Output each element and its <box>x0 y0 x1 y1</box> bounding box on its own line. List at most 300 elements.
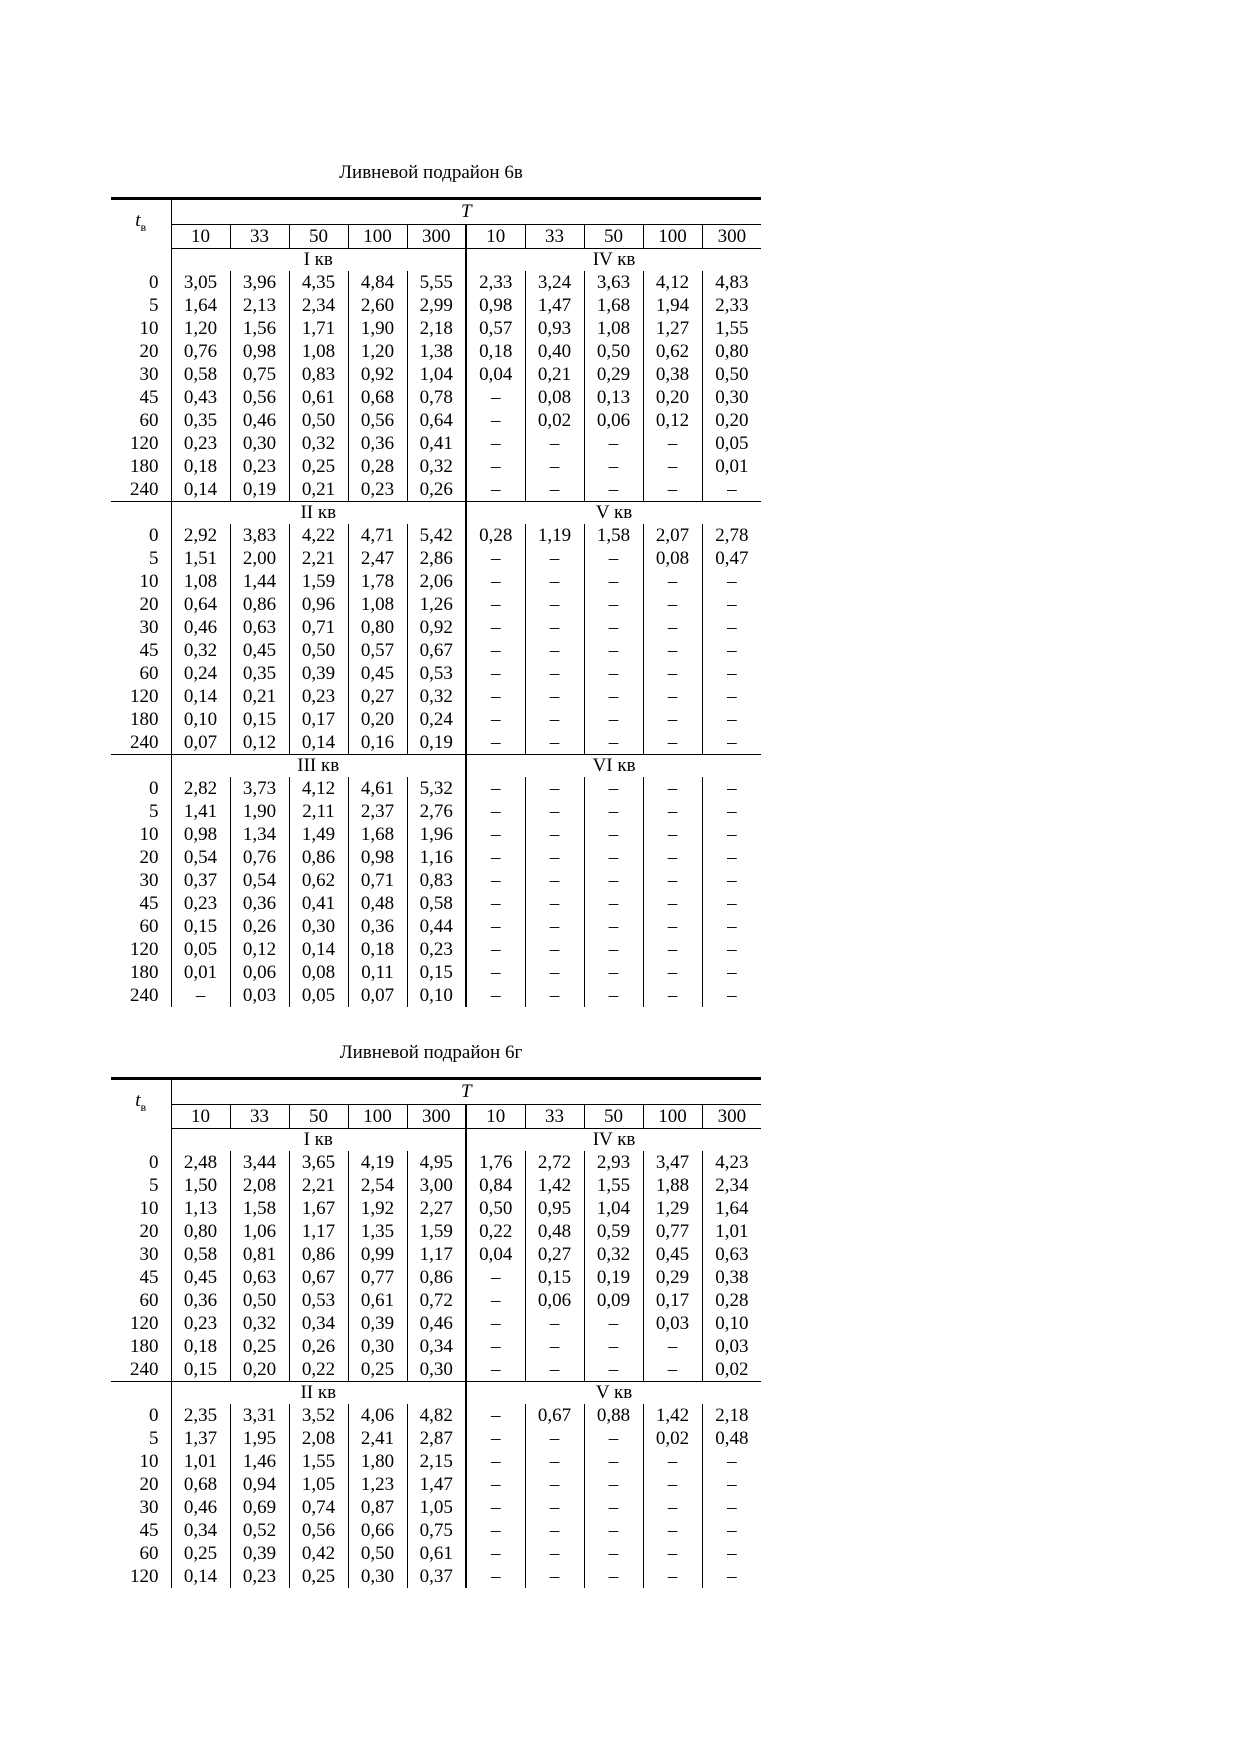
value-cell: 1,26 <box>407 593 466 616</box>
value-cell: 1,42 <box>643 1404 702 1427</box>
value-cell: 1,06 <box>230 1220 289 1243</box>
value-cell: – <box>643 478 702 502</box>
value-cell: 0,21 <box>289 478 348 502</box>
value-cell: 2,47 <box>348 547 407 570</box>
quarter-section-row <box>111 249 761 272</box>
value-cell: 2,86 <box>407 547 466 570</box>
value-cell: 0,28 <box>702 1289 761 1312</box>
value-cell: 0,03 <box>643 1312 702 1335</box>
value-cell: – <box>466 685 525 708</box>
value-cell: – <box>525 777 584 800</box>
value-cell: 0,17 <box>289 708 348 731</box>
value-cell: 0,10 <box>407 984 466 1007</box>
value-cell: 1,90 <box>230 800 289 823</box>
quarter-label-right: IV кв <box>466 1129 761 1152</box>
value-cell: 0,10 <box>702 1312 761 1335</box>
value-cell: 1,46 <box>230 1450 289 1473</box>
value-cell: 0,44 <box>407 915 466 938</box>
value-cell: 0,46 <box>171 1496 230 1519</box>
value-cell: 0,10 <box>171 708 230 731</box>
value-cell: 0,29 <box>643 1266 702 1289</box>
value-cell: 0,22 <box>289 1358 348 1382</box>
quarter-label-left: II кв <box>171 502 466 525</box>
duration-cell: 180 <box>130 708 159 730</box>
value-cell: 0,23 <box>171 1312 230 1335</box>
value-cell: 0,07 <box>171 731 230 755</box>
value-cell: 1,55 <box>289 1450 348 1473</box>
period-header-cell: 33 <box>230 1105 289 1129</box>
duration-cell: 240 <box>130 478 159 500</box>
value-cell: 1,78 <box>348 570 407 593</box>
value-cell: 0,63 <box>230 1266 289 1289</box>
value-cell: – <box>584 1496 643 1519</box>
duration-cell: 5 <box>149 1427 159 1449</box>
duration-cell: 45 <box>139 639 159 661</box>
value-cell: – <box>525 846 584 869</box>
duration-cell: 120 <box>130 938 159 960</box>
value-cell: 0,56 <box>230 386 289 409</box>
value-cell: 0,18 <box>171 1335 230 1358</box>
value-cell: – <box>643 869 702 892</box>
value-cell: 0,83 <box>407 869 466 892</box>
value-cell: 1,47 <box>407 1473 466 1496</box>
duration-cell: 0 <box>149 1151 159 1173</box>
duration-cell: 10 <box>139 1450 159 1472</box>
duration-cell: 20 <box>139 340 159 362</box>
period-header-cell: 300 <box>702 1105 761 1129</box>
column-group-header-T: T <box>171 199 761 225</box>
value-cell: – <box>643 961 702 984</box>
value-cell: – <box>584 938 643 961</box>
value-cell: 0,52 <box>230 1519 289 1542</box>
duration-cell: 240 <box>130 731 159 753</box>
value-cell: – <box>466 961 525 984</box>
value-cell: 4,95 <box>407 1151 466 1174</box>
value-cell: 0,57 <box>466 317 525 340</box>
value-cell: 5,42 <box>407 524 466 547</box>
value-cell: – <box>643 846 702 869</box>
value-cell: 0,25 <box>289 1565 348 1588</box>
value-cell: 0,94 <box>230 1473 289 1496</box>
value-cell: 1,92 <box>348 1197 407 1220</box>
duration-cell: 5 <box>149 800 159 822</box>
value-cell: 1,17 <box>407 1243 466 1266</box>
value-cell: – <box>525 1335 584 1358</box>
value-cell: 0,23 <box>348 478 407 502</box>
table-row <box>111 915 761 938</box>
value-cell: 1,27 <box>643 317 702 340</box>
table-row <box>111 340 761 363</box>
value-cell: 0,14 <box>171 1565 230 1588</box>
value-cell: 1,01 <box>702 1220 761 1243</box>
value-cell: – <box>702 869 761 892</box>
value-cell: 0,41 <box>289 892 348 915</box>
value-cell: 0,30 <box>407 1358 466 1382</box>
duration-cell: 120 <box>130 685 159 707</box>
duration-cell: 60 <box>139 1542 159 1564</box>
value-cell: 0,74 <box>289 1496 348 1519</box>
header-row <box>111 199 761 225</box>
row-header-symbol: t <box>135 210 141 232</box>
value-cell: – <box>702 570 761 593</box>
value-cell: 2,35 <box>171 1404 230 1427</box>
section-blank <box>111 502 171 525</box>
value-cell: – <box>525 685 584 708</box>
value-cell: 0,18 <box>348 938 407 961</box>
value-cell: – <box>702 938 761 961</box>
value-cell: 0,50 <box>584 340 643 363</box>
value-cell: 4,22 <box>289 524 348 547</box>
table-row <box>111 455 761 478</box>
table-row <box>111 294 761 317</box>
value-cell: 1,08 <box>348 593 407 616</box>
value-cell: – <box>584 639 643 662</box>
value-cell: – <box>643 708 702 731</box>
quarter-section-row <box>111 1129 761 1152</box>
quarter-label-right: V кв <box>466 502 761 525</box>
quarter-section-row <box>111 755 761 778</box>
value-cell: – <box>584 708 643 731</box>
table-row <box>111 639 761 662</box>
value-cell: 0,99 <box>348 1243 407 1266</box>
value-cell: – <box>525 1450 584 1473</box>
value-cell: – <box>702 639 761 662</box>
value-cell: 0,59 <box>584 1220 643 1243</box>
value-cell: – <box>584 984 643 1007</box>
value-cell: 0,32 <box>171 639 230 662</box>
value-cell: 2,78 <box>702 524 761 547</box>
table-row <box>111 731 761 755</box>
value-cell: 1,68 <box>584 294 643 317</box>
value-cell: – <box>466 1289 525 1312</box>
period-header-cell: 100 <box>643 1105 702 1129</box>
value-cell: 0,98 <box>348 846 407 869</box>
duration-cell: 0 <box>149 1404 159 1426</box>
table-row <box>111 1243 761 1266</box>
value-cell: – <box>584 915 643 938</box>
value-cell: 1,47 <box>525 294 584 317</box>
table-row <box>111 409 761 432</box>
value-cell: 1,08 <box>289 340 348 363</box>
value-cell: 0,34 <box>289 1312 348 1335</box>
value-cell: 0,30 <box>230 432 289 455</box>
value-cell: 1,23 <box>348 1473 407 1496</box>
value-cell: – <box>643 455 702 478</box>
quarter-section-row <box>111 1382 761 1405</box>
value-cell: – <box>584 593 643 616</box>
value-cell: 0,08 <box>525 386 584 409</box>
value-cell: – <box>643 1565 702 1588</box>
period-header-cell: 300 <box>407 1105 466 1129</box>
duration-cell: 120 <box>130 432 159 454</box>
duration-cell: 60 <box>139 409 159 431</box>
value-cell: – <box>643 1450 702 1473</box>
value-cell: – <box>584 1565 643 1588</box>
value-cell: 0,57 <box>348 639 407 662</box>
rainfall-table-6g <box>111 1077 761 1588</box>
value-cell: – <box>702 685 761 708</box>
value-cell: 0,93 <box>525 317 584 340</box>
value-cell: – <box>702 616 761 639</box>
value-cell: 3,65 <box>289 1151 348 1174</box>
period-header-cell: 50 <box>584 225 643 249</box>
value-cell: – <box>584 1450 643 1473</box>
value-cell: – <box>525 1519 584 1542</box>
value-cell: – <box>525 1427 584 1450</box>
value-cell: 0,71 <box>348 869 407 892</box>
value-cell: 0,35 <box>171 409 230 432</box>
duration-cell: 10 <box>139 570 159 592</box>
value-cell: 0,28 <box>348 455 407 478</box>
value-cell: – <box>702 846 761 869</box>
table-row <box>111 1151 761 1174</box>
table-row <box>111 363 761 386</box>
value-cell: 2,54 <box>348 1174 407 1197</box>
value-cell: – <box>525 616 584 639</box>
value-cell: – <box>643 823 702 846</box>
value-cell: 0,27 <box>525 1243 584 1266</box>
value-cell: 0,23 <box>230 455 289 478</box>
value-cell: – <box>702 1565 761 1588</box>
value-cell: 2,99 <box>407 294 466 317</box>
duration-cell: 180 <box>130 1335 159 1357</box>
value-cell: 0,01 <box>702 455 761 478</box>
value-cell: 0,25 <box>171 1542 230 1565</box>
value-cell: 0,06 <box>230 961 289 984</box>
value-cell: 1,04 <box>407 363 466 386</box>
value-cell: – <box>466 1519 525 1542</box>
period-header-row <box>111 1105 761 1129</box>
value-cell: 2,08 <box>230 1174 289 1197</box>
value-cell: 0,19 <box>407 731 466 755</box>
value-cell: – <box>643 639 702 662</box>
value-cell: – <box>584 1358 643 1382</box>
value-cell: 5,55 <box>407 271 466 294</box>
value-cell: 0,37 <box>171 869 230 892</box>
value-cell: – <box>584 1519 643 1542</box>
value-cell: 0,48 <box>348 892 407 915</box>
value-cell: – <box>466 639 525 662</box>
value-cell: – <box>643 938 702 961</box>
value-cell: – <box>702 961 761 984</box>
row-header-subscript: в <box>140 1100 147 1115</box>
value-cell: 0,45 <box>643 1243 702 1266</box>
value-cell: – <box>584 662 643 685</box>
value-cell: – <box>466 984 525 1007</box>
value-cell: 4,71 <box>348 524 407 547</box>
table-title-6v: Ливневой подрайон 6в <box>339 162 523 183</box>
value-cell: 0,64 <box>407 409 466 432</box>
table-row <box>111 984 761 1007</box>
value-cell: – <box>584 892 643 915</box>
table-row <box>111 961 761 984</box>
duration-cell: 0 <box>149 524 159 546</box>
value-cell: 0,37 <box>407 1565 466 1588</box>
period-header-cell: 33 <box>230 225 289 249</box>
value-cell: 1,17 <box>289 1220 348 1243</box>
value-cell: 0,75 <box>230 363 289 386</box>
quarter-label-left: II кв <box>171 1382 466 1405</box>
value-cell: 0,20 <box>643 386 702 409</box>
value-cell: – <box>525 708 584 731</box>
value-cell: 0,87 <box>348 1496 407 1519</box>
value-cell: 0,18 <box>466 340 525 363</box>
value-cell: 0,25 <box>348 1358 407 1382</box>
value-cell: 0,78 <box>407 386 466 409</box>
value-cell: 0,46 <box>171 616 230 639</box>
duration-cell: 45 <box>139 1519 159 1541</box>
value-cell: 0,03 <box>702 1335 761 1358</box>
value-cell: – <box>584 1312 643 1335</box>
value-cell: – <box>643 777 702 800</box>
table-row <box>111 1335 761 1358</box>
value-cell: 1,55 <box>702 317 761 340</box>
period-header-cell: 50 <box>584 1105 643 1129</box>
table-row <box>111 1220 761 1243</box>
value-cell: – <box>466 1542 525 1565</box>
value-cell: – <box>643 1496 702 1519</box>
value-cell: – <box>466 1450 525 1473</box>
value-cell: – <box>584 1335 643 1358</box>
value-cell: 0,47 <box>702 547 761 570</box>
value-cell: – <box>525 869 584 892</box>
value-cell: 2,41 <box>348 1427 407 1450</box>
value-cell: 0,68 <box>171 1473 230 1496</box>
value-cell: 0,45 <box>171 1266 230 1289</box>
value-cell: 0,53 <box>289 1289 348 1312</box>
table-row <box>111 478 761 502</box>
period-header-cell: 33 <box>525 225 584 249</box>
value-cell: 1,50 <box>171 1174 230 1197</box>
period-header-cell: 300 <box>702 225 761 249</box>
value-cell: 1,58 <box>584 524 643 547</box>
value-cell: 0,24 <box>407 708 466 731</box>
table-row <box>111 1542 761 1565</box>
value-cell: – <box>643 593 702 616</box>
table-row <box>111 271 761 294</box>
value-cell: 1,05 <box>407 1496 466 1519</box>
value-cell: 0,24 <box>171 662 230 685</box>
value-cell: 1,20 <box>348 340 407 363</box>
value-cell: 0,23 <box>171 892 230 915</box>
value-cell: – <box>584 616 643 639</box>
value-cell: – <box>643 662 702 685</box>
value-cell: 0,13 <box>584 386 643 409</box>
value-cell: – <box>466 869 525 892</box>
period-header-cell: 50 <box>289 225 348 249</box>
quarter-label-right: IV кв <box>466 249 761 272</box>
table-row <box>111 432 761 455</box>
duration-cell: 20 <box>139 593 159 615</box>
value-cell: 0,71 <box>289 616 348 639</box>
value-cell: – <box>466 846 525 869</box>
duration-cell: 10 <box>139 823 159 845</box>
value-cell: – <box>466 478 525 502</box>
value-cell: 1,59 <box>407 1220 466 1243</box>
value-cell: 0,20 <box>230 1358 289 1382</box>
value-cell: – <box>466 455 525 478</box>
value-cell: – <box>466 1565 525 1588</box>
value-cell: 0,30 <box>702 386 761 409</box>
value-cell: 0,03 <box>230 984 289 1007</box>
value-cell: – <box>643 915 702 938</box>
value-cell: 0,02 <box>702 1358 761 1382</box>
duration-cell: 60 <box>139 1289 159 1311</box>
table-row <box>111 616 761 639</box>
value-cell: 0,80 <box>702 340 761 363</box>
value-cell: 0,67 <box>289 1266 348 1289</box>
value-cell: – <box>643 616 702 639</box>
value-cell: 0,28 <box>466 524 525 547</box>
value-cell: 0,08 <box>289 961 348 984</box>
value-cell: 1,42 <box>525 1174 584 1197</box>
value-cell: – <box>643 1519 702 1542</box>
table-row <box>111 823 761 846</box>
table-row <box>111 547 761 570</box>
value-cell: – <box>702 478 761 502</box>
duration-cell: 240 <box>130 1358 159 1380</box>
duration-cell: 240 <box>130 984 159 1006</box>
value-cell: 0,19 <box>584 1266 643 1289</box>
value-cell: 2,92 <box>171 524 230 547</box>
value-cell: 0,21 <box>525 363 584 386</box>
value-cell: 0,56 <box>289 1519 348 1542</box>
value-cell: 0,43 <box>171 386 230 409</box>
value-cell: 1,67 <box>289 1197 348 1220</box>
value-cell: 0,95 <box>525 1197 584 1220</box>
value-cell: – <box>525 938 584 961</box>
value-cell: – <box>702 1542 761 1565</box>
value-cell: 0,08 <box>643 547 702 570</box>
value-cell: 0,34 <box>407 1335 466 1358</box>
quarter-label-left: III кв <box>171 755 466 778</box>
value-cell: 1,71 <box>289 317 348 340</box>
value-cell: 1,34 <box>230 823 289 846</box>
value-cell: – <box>584 800 643 823</box>
value-cell: – <box>584 455 643 478</box>
value-cell: 0,98 <box>466 294 525 317</box>
value-cell: 2,82 <box>171 777 230 800</box>
period-header-cell: 100 <box>348 1105 407 1129</box>
value-cell: 1,16 <box>407 846 466 869</box>
quarter-label-left: I кв <box>171 249 466 272</box>
value-cell: 0,15 <box>407 961 466 984</box>
value-cell: 1,58 <box>230 1197 289 1220</box>
value-cell: 1,37 <box>171 1427 230 1450</box>
value-cell: 2,00 <box>230 547 289 570</box>
duration-cell: 20 <box>139 846 159 868</box>
table-row <box>111 1473 761 1496</box>
duration-cell: 30 <box>139 363 159 385</box>
value-cell: 0,96 <box>289 593 348 616</box>
value-cell: – <box>466 1266 525 1289</box>
value-cell: – <box>466 409 525 432</box>
table-row <box>111 1312 761 1335</box>
value-cell: 0,27 <box>348 685 407 708</box>
table-row <box>111 1450 761 1473</box>
table-row <box>111 386 761 409</box>
value-cell: 1,56 <box>230 317 289 340</box>
value-cell: – <box>702 823 761 846</box>
value-cell: 5,32 <box>407 777 466 800</box>
value-cell: 3,96 <box>230 271 289 294</box>
value-cell: 1,59 <box>289 570 348 593</box>
value-cell: 1,44 <box>230 570 289 593</box>
value-cell: 0,30 <box>348 1565 407 1588</box>
value-cell: – <box>525 1312 584 1335</box>
period-header-cell: 10 <box>171 225 230 249</box>
table-row <box>111 1565 761 1588</box>
